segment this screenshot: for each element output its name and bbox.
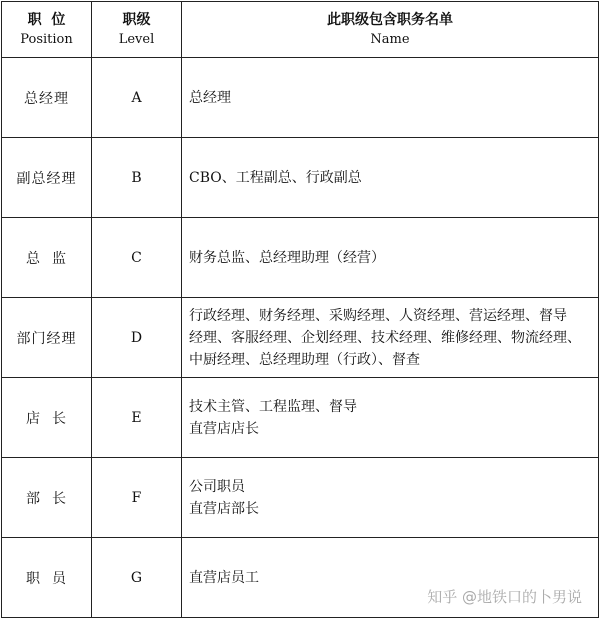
header-names-zh: 此职级包含职务名单 xyxy=(327,11,453,28)
table-row xyxy=(2,138,599,218)
table-row xyxy=(2,458,599,538)
level-cell: C xyxy=(92,218,182,298)
names-cell xyxy=(182,378,599,458)
header-level-en: Level xyxy=(118,31,155,47)
names-line: 技术主管、工程监理、督导 xyxy=(189,398,357,415)
names-line: 公司职员 xyxy=(189,478,245,495)
header-level-zh: 职级 xyxy=(122,11,151,28)
names-cell xyxy=(182,458,599,538)
names-line: 直营店店长 xyxy=(189,420,259,437)
names-line: 直营店员工 xyxy=(189,569,259,586)
level-cell: D xyxy=(92,298,182,378)
position-cell: 副总经理 xyxy=(2,138,92,218)
table-header-row xyxy=(2,2,599,58)
position-cell: 总 监 xyxy=(2,218,92,298)
position-cell: 店 长 xyxy=(2,378,92,458)
watermark: 知乎 @地铁口的卜男说 xyxy=(427,588,582,606)
names-line: 财务总监、总经理助理（经营） xyxy=(189,249,385,266)
level-cell: F xyxy=(92,458,182,538)
level-cell: E xyxy=(92,378,182,458)
names-line: 中厨经理、总经理助理（行政）、督查 xyxy=(189,351,420,368)
header-position-en: Position xyxy=(20,31,73,47)
position-cell: 部 长 xyxy=(2,458,92,538)
names-cell xyxy=(182,58,599,138)
names-line: 经理、客服经理、企划经理、技术经理、维修经理、物流经理、 xyxy=(189,329,581,346)
header-position xyxy=(2,2,92,58)
header-names xyxy=(182,2,599,58)
names-line: CBO、工程副总、行政副总 xyxy=(189,169,362,186)
header-names-en: Name xyxy=(370,31,410,47)
header-position-zh: 职 位 xyxy=(27,11,66,28)
level-cell: G xyxy=(92,538,182,618)
level-cell: A xyxy=(92,58,182,138)
table-row xyxy=(2,378,599,458)
names-cell xyxy=(182,138,599,218)
level-cell: B xyxy=(92,138,182,218)
position-level-table xyxy=(1,1,599,618)
names-cell xyxy=(182,218,599,298)
position-cell: 职 员 xyxy=(2,538,92,618)
names-line: 行政经理、财务经理、采购经理、人资经理、营运经理、督导 xyxy=(189,307,567,324)
table-row xyxy=(2,298,599,378)
names-line: 总经理 xyxy=(189,89,231,106)
table-row xyxy=(2,58,599,138)
names-line: 直营店部长 xyxy=(189,500,259,517)
header-level xyxy=(92,2,182,58)
position-cell: 部门经理 xyxy=(2,298,92,378)
names-cell xyxy=(182,298,599,378)
position-cell: 总经理 xyxy=(2,58,92,138)
table-row xyxy=(2,218,599,298)
